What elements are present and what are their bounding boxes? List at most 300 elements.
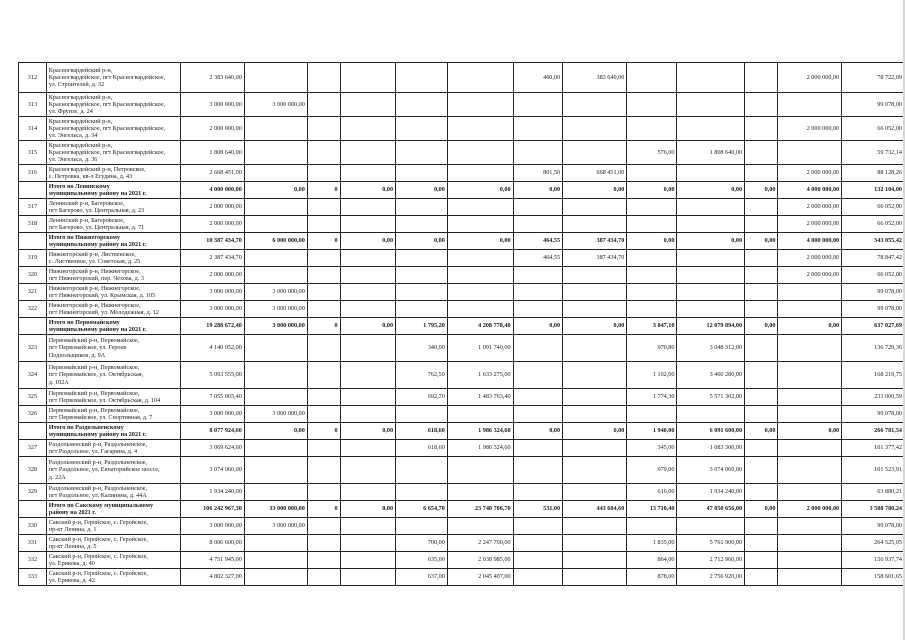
value-cell: 1 808 640,00	[180, 141, 244, 165]
address-cell	[46, 362, 180, 389]
total-row	[19, 182, 905, 199]
value-cell	[340, 63, 395, 93]
table-row	[19, 301, 905, 318]
value-cell: 2 387 434,70	[180, 250, 244, 267]
row-number	[19, 501, 47, 518]
value-cell: 3 000 000,00	[244, 518, 307, 535]
address-line: с. Петровка, кв-л Егудина, д. 43	[48, 173, 133, 180]
value-cell: 5 761 900,00	[677, 535, 745, 552]
value-cell: 0,00	[627, 182, 677, 199]
value-cell: 66 052,00	[842, 267, 905, 284]
value-cell	[563, 569, 627, 586]
address-line: Красногвардейский р-н,	[48, 93, 113, 101]
value-cell	[778, 141, 842, 165]
row-number: 316	[19, 165, 47, 182]
value-cell: 0,00	[745, 318, 778, 335]
value-cell	[244, 141, 307, 165]
address-line: району на 2021 г.	[48, 509, 96, 516]
value-cell: 0,00	[563, 318, 627, 335]
address-cell	[46, 216, 180, 233]
address-line: пгт Первомайское, ул. Спортивная, д. 7	[48, 414, 153, 421]
value-cell	[447, 165, 513, 182]
value-cell	[307, 440, 340, 457]
value-cell: 136 729,36	[842, 335, 905, 362]
value-cell	[340, 165, 395, 182]
address-line: ул. Строителей, д. 32	[48, 81, 105, 89]
value-cell	[396, 199, 448, 216]
value-cell: 0,00	[677, 233, 745, 250]
value-cell: 0,00	[745, 182, 778, 199]
value-cell	[307, 117, 340, 141]
table-row	[19, 165, 905, 182]
value-cell: 99 078,00	[842, 93, 905, 117]
value-cell	[778, 93, 842, 117]
value-cell: 0,00	[778, 423, 842, 440]
value-cell	[563, 93, 627, 117]
value-cell: 387 434,70	[563, 233, 627, 250]
address-line: Красногвардейское, пгт Красногвардейское,	[48, 124, 166, 132]
value-cell	[677, 518, 745, 535]
value-cell	[745, 93, 778, 117]
table-row	[19, 117, 905, 141]
value-cell: 8 077 924,60	[180, 423, 244, 440]
value-cell	[563, 362, 627, 389]
value-cell	[340, 484, 395, 501]
value-cell	[447, 518, 513, 535]
value-cell	[447, 141, 513, 165]
value-cell: 2 000 000,00	[180, 216, 244, 233]
value-cell: 0,00	[513, 182, 563, 199]
value-cell	[745, 199, 778, 216]
value-cell	[307, 484, 340, 501]
value-cell	[627, 267, 677, 284]
value-cell: 0,00	[677, 182, 745, 199]
value-cell	[513, 216, 563, 233]
value-cell	[447, 284, 513, 301]
value-cell	[778, 362, 842, 389]
value-cell	[447, 406, 513, 423]
value-cell: 1 091 740,00	[447, 335, 513, 362]
row-number: 312	[19, 63, 47, 93]
value-cell	[244, 117, 307, 141]
value-cell	[307, 457, 340, 484]
address-cell	[46, 301, 180, 318]
value-cell	[447, 484, 513, 501]
value-cell	[513, 362, 563, 389]
value-cell: 3 000 000,00	[180, 518, 244, 535]
value-cell	[396, 216, 448, 233]
value-cell: 343 055,42	[842, 233, 905, 250]
value-cell: 99 078,00	[842, 518, 905, 535]
value-cell	[778, 440, 842, 457]
total-row	[19, 423, 905, 440]
address-line: Красногвардейское, пгт Красногвардейское,	[48, 148, 166, 156]
value-cell	[677, 250, 745, 267]
table-row	[19, 440, 905, 457]
value-cell: 2 000 000,00	[778, 63, 842, 93]
value-cell	[778, 406, 842, 423]
value-cell: 19 288 672,40	[180, 318, 244, 335]
table-row	[19, 199, 905, 216]
address-cell	[46, 440, 180, 457]
value-cell: 1 808 640,00	[677, 141, 745, 165]
value-cell	[396, 117, 448, 141]
value-cell: 692,70	[396, 389, 448, 406]
value-cell: 2 000 000,00	[778, 117, 842, 141]
address-line: ул. Энгельса, д. 36	[48, 156, 98, 164]
value-cell: 0,00	[340, 318, 395, 335]
value-cell	[677, 93, 745, 117]
value-cell: 0,00	[513, 318, 563, 335]
value-cell: 5 093 555,00	[180, 362, 244, 389]
address-cell	[46, 518, 180, 535]
value-cell: 3 074 060,00	[677, 457, 745, 484]
value-cell: 2 000 000,00	[180, 267, 244, 284]
value-cell: 59 732,14	[842, 141, 905, 165]
address-cell	[46, 569, 180, 586]
value-cell	[563, 216, 627, 233]
value-cell	[513, 569, 563, 586]
value-cell	[563, 141, 627, 165]
row-number: 317	[19, 199, 47, 216]
value-cell	[513, 518, 563, 535]
value-cell: 3 000 000,00	[244, 301, 307, 318]
value-cell: 3 000 000,00	[180, 406, 244, 423]
value-cell: 2 000 000,00	[778, 250, 842, 267]
value-cell	[307, 535, 340, 552]
value-cell	[513, 440, 563, 457]
value-cell: 1 102,00	[627, 362, 677, 389]
value-cell	[627, 63, 677, 93]
value-cell: 340,00	[396, 335, 448, 362]
value-cell	[244, 216, 307, 233]
value-cell: 576,00	[627, 141, 677, 165]
value-cell: 10 387 434,70	[180, 233, 244, 250]
value-cell	[627, 518, 677, 535]
value-cell: 618,60	[396, 423, 448, 440]
value-cell: 66 052,00	[842, 117, 905, 141]
value-cell: 4 000 000,00	[778, 233, 842, 250]
value-cell	[778, 335, 842, 362]
row-number: 322	[19, 301, 47, 318]
address-line: пгт Раздольное, ул. Гагарина, д. 4	[48, 448, 138, 455]
total-label	[46, 423, 180, 440]
value-cell: 99 078,00	[842, 406, 905, 423]
value-cell	[745, 335, 778, 362]
value-cell	[447, 199, 513, 216]
value-cell: 345,00	[627, 440, 677, 457]
value-cell	[513, 335, 563, 362]
value-cell	[244, 552, 307, 569]
value-cell: 1 986 324,60	[447, 423, 513, 440]
value-cell	[627, 165, 677, 182]
value-cell	[677, 284, 745, 301]
value-cell: 4 208 778,40	[447, 318, 513, 335]
table-row	[19, 335, 905, 362]
value-cell: 0,00	[340, 182, 395, 199]
value-cell: 2 668 451,00	[180, 165, 244, 182]
value-cell	[778, 569, 842, 586]
value-cell	[447, 63, 513, 93]
address-line: Сакский р-н, Геройское, с. Геройское,	[48, 569, 148, 577]
address-line: Итого по Ленинскому	[48, 182, 110, 190]
value-cell: 0	[307, 501, 340, 518]
value-cell	[778, 484, 842, 501]
address-line: муниципальному району на 2021 г.	[48, 431, 147, 438]
value-cell	[340, 389, 395, 406]
value-cell	[563, 389, 627, 406]
value-cell	[627, 301, 677, 318]
total-label	[46, 233, 180, 250]
value-cell	[745, 362, 778, 389]
total-row	[19, 318, 905, 335]
value-cell: 531,00	[513, 501, 563, 518]
value-cell: 0,00	[396, 182, 448, 199]
value-cell	[340, 284, 395, 301]
value-cell	[677, 267, 745, 284]
value-cell: 0,00	[396, 233, 448, 250]
value-cell	[778, 284, 842, 301]
value-cell: 3 000 000,00	[180, 301, 244, 318]
value-cell: 3 048 312,00	[677, 335, 745, 362]
table-row	[19, 389, 905, 406]
value-cell: 700,00	[396, 535, 448, 552]
address-cell	[46, 552, 180, 569]
row-number: 321	[19, 284, 47, 301]
value-cell: 78 847,42	[842, 250, 905, 267]
address-cell	[46, 335, 180, 362]
value-cell	[307, 518, 340, 535]
row-number: 333	[19, 569, 47, 586]
value-cell: 668 451,00	[563, 165, 627, 182]
value-cell	[307, 301, 340, 318]
row-number: 326	[19, 406, 47, 423]
value-cell: 33 000 000,00	[244, 501, 307, 518]
row-number: 319	[19, 250, 47, 267]
value-cell	[745, 63, 778, 93]
address-line: Сакский р-н, Геройское, с. Геройское,	[48, 535, 148, 543]
table-row	[19, 63, 905, 93]
value-cell	[244, 484, 307, 501]
value-cell	[307, 141, 340, 165]
value-cell	[396, 250, 448, 267]
value-cell	[513, 389, 563, 406]
value-cell: 0,00	[745, 501, 778, 518]
address-line: Первомайский р-н, Первомайское,	[48, 389, 140, 397]
value-cell	[307, 199, 340, 216]
value-cell	[340, 141, 395, 165]
value-cell	[307, 165, 340, 182]
total-label	[46, 182, 180, 199]
value-cell	[340, 406, 395, 423]
value-cell: 2 712 960,00	[677, 552, 745, 569]
address-line: пгт Нижнегорский, пер. Чехова, д. 3	[48, 275, 144, 282]
value-cell	[307, 389, 340, 406]
address-line: ул. Ерикова, д. 40	[48, 560, 95, 567]
value-cell: 0,00	[244, 423, 307, 440]
table-row	[19, 216, 905, 233]
address-line: Нижнегорский р-н, Нижнегорское,	[48, 301, 141, 309]
row-number: 314	[19, 117, 47, 141]
value-cell	[307, 362, 340, 389]
value-cell: 3 000 000,00	[244, 93, 307, 117]
address-line: Красногвардейский р-н,	[48, 141, 113, 149]
table-row	[19, 552, 905, 569]
value-cell	[513, 457, 563, 484]
value-cell	[307, 93, 340, 117]
address-line: Итого по Первомайскому	[48, 318, 120, 326]
value-cell	[307, 552, 340, 569]
value-cell: 1 483 763,40	[447, 389, 513, 406]
value-cell	[627, 284, 677, 301]
value-cell	[745, 406, 778, 423]
value-cell: 2 038 985,00	[447, 552, 513, 569]
value-cell: 99 078,00	[842, 301, 905, 318]
value-cell	[447, 117, 513, 141]
address-line: Сакский р-н, Геройское, с. Геройское,	[48, 518, 148, 526]
value-cell: 78 722,09	[842, 63, 905, 93]
address-line: Сакский р-н, Геройское, с. Геройское,	[48, 552, 148, 560]
value-cell	[513, 267, 563, 284]
value-cell	[244, 250, 307, 267]
value-cell	[627, 199, 677, 216]
address-cell	[46, 284, 180, 301]
value-cell	[340, 301, 395, 318]
value-cell	[307, 63, 340, 93]
address-line: пр-кт Ленина, д. 5	[48, 543, 97, 550]
address-line: Красногвардейское, пгт Красногвардейское,	[48, 73, 166, 81]
address-line: муниципальному району на 2021 г.	[48, 326, 147, 333]
value-cell	[745, 117, 778, 141]
address-line: Первомайский р-н, Первомайское,	[48, 337, 140, 345]
value-cell	[627, 250, 677, 267]
value-cell	[244, 440, 307, 457]
address-line: Красногвардейский р-н,	[48, 66, 113, 74]
value-cell: 1 633 275,00	[447, 362, 513, 389]
value-cell	[244, 199, 307, 216]
value-cell: 101 377,42	[842, 440, 905, 457]
value-cell	[563, 440, 627, 457]
value-cell: 0,00	[563, 423, 627, 440]
value-cell: 464,55	[513, 250, 563, 267]
value-cell	[340, 362, 395, 389]
value-cell	[745, 216, 778, 233]
value-cell: 0,00	[745, 423, 778, 440]
address-line: пр-кт Ленина, д. 1	[48, 526, 97, 533]
value-cell	[244, 335, 307, 362]
value-cell	[513, 199, 563, 216]
address-line: Ленинский р-н, Багеровское,	[48, 216, 125, 224]
address-line: с. Лиственное, ул. Советская, д. 25	[48, 258, 141, 265]
value-cell	[745, 457, 778, 484]
address-line: пгт Нижнегорский, ул. Крымская, д. 105	[48, 292, 156, 299]
value-cell: 801,50	[513, 165, 563, 182]
value-cell	[563, 552, 627, 569]
value-cell	[447, 457, 513, 484]
value-cell: 88 128,26	[842, 165, 905, 182]
value-cell: 4 000 000,00	[180, 182, 244, 199]
value-cell: 13 710,40	[627, 501, 677, 518]
row-number	[19, 182, 47, 199]
address-line: Подпольщиков, д. 9А	[48, 351, 106, 359]
value-cell: 2 000 000,00	[180, 199, 244, 216]
table-row	[19, 284, 905, 301]
address-line: Нижнегорский р-н, Нижнегорское,	[48, 267, 141, 275]
value-cell: 0,00	[778, 318, 842, 335]
value-cell: 637,00	[396, 569, 448, 586]
value-cell: 383 640,00	[563, 63, 627, 93]
value-cell	[396, 93, 448, 117]
value-cell: 12 079 894,00	[677, 318, 745, 335]
value-cell	[563, 301, 627, 318]
table-row	[19, 484, 905, 501]
value-cell: 0,00	[513, 423, 563, 440]
address-line: д. 22А	[48, 473, 66, 481]
value-cell: 3 069 624,60	[180, 440, 244, 457]
value-cell	[513, 284, 563, 301]
total-label	[46, 501, 180, 518]
row-number: 329	[19, 484, 47, 501]
value-cell	[745, 535, 778, 552]
row-number: 328	[19, 457, 47, 484]
funding-table	[18, 62, 905, 586]
row-number: 320	[19, 267, 47, 284]
table-row	[19, 93, 905, 117]
value-cell: 464,55	[513, 233, 563, 250]
value-cell: 66 052,00	[842, 199, 905, 216]
value-cell: 2 000 000,00	[778, 216, 842, 233]
value-cell: 1 774,30	[627, 389, 677, 406]
value-cell: 0	[307, 233, 340, 250]
value-cell: 2 383 640,00	[180, 63, 244, 93]
value-cell: 2 000 000,00	[778, 165, 842, 182]
address-cell	[46, 406, 180, 423]
value-cell	[677, 117, 745, 141]
address-line: Первомайский р-н, Первомайское,	[48, 406, 140, 414]
total-row	[19, 501, 905, 518]
address-line: Итого по Раздольненскому	[48, 423, 124, 431]
value-cell: 158 601,65	[842, 569, 905, 586]
value-cell: 7 055 065,40	[180, 389, 244, 406]
address-cell	[46, 457, 180, 484]
value-cell	[340, 569, 395, 586]
value-cell: 5 571 302,00	[677, 389, 745, 406]
address-cell	[46, 199, 180, 216]
value-cell	[307, 569, 340, 586]
value-cell	[340, 267, 395, 284]
value-cell: 1 083 300,00	[677, 440, 745, 457]
value-cell	[563, 284, 627, 301]
table-row	[19, 518, 905, 535]
value-cell: 3 000 000,00	[244, 318, 307, 335]
total-label	[46, 318, 180, 335]
address-line: Нижнегорский р-н, Лиственское,	[48, 250, 136, 258]
row-number: 332	[19, 552, 47, 569]
value-cell	[340, 518, 395, 535]
value-cell: 47 050 656,00	[677, 501, 745, 518]
value-cell	[307, 267, 340, 284]
table-row	[19, 362, 905, 389]
value-cell: 3 000 000,00	[244, 284, 307, 301]
value-cell: 63 880,21	[842, 484, 905, 501]
value-cell	[447, 301, 513, 318]
value-cell	[396, 165, 448, 182]
address-line: Первомайский р-н, Первомайское,	[48, 364, 140, 372]
value-cell: 878,00	[627, 569, 677, 586]
row-number: 325	[19, 389, 47, 406]
table-row	[19, 569, 905, 586]
value-cell	[513, 406, 563, 423]
